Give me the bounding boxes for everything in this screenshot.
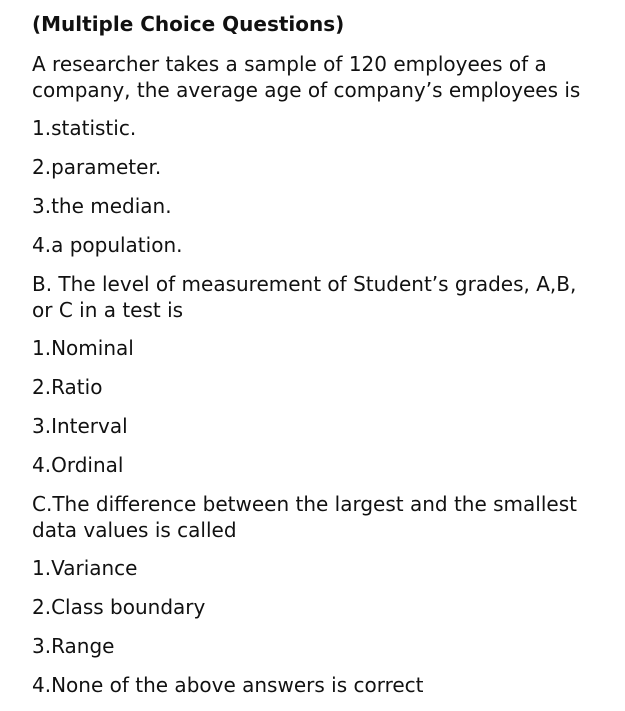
section-heading: (Multiple Choice Questions) xyxy=(32,12,345,36)
question-a-option-3: 3.the median. xyxy=(32,194,172,218)
question-c-prompt: C.The difference between the largest and the smallest data values is called xyxy=(32,492,577,542)
question-a-option-4: 4.a population. xyxy=(32,233,183,257)
question-b-option-1: 1.Nominal xyxy=(32,336,134,360)
question-c-option-4: 4.None of the above answers is correct xyxy=(32,673,424,697)
question-b-option-3: 3.Interval xyxy=(32,414,128,438)
question-b-prompt: B. The level of measurement of Student’s grades, A,B, or C in a test is xyxy=(32,272,577,322)
question-c-option-2: 2.Class boundary xyxy=(32,595,206,619)
question-b-option-2: 2.Ratio xyxy=(32,375,103,399)
question-c-option-1: 1.Variance xyxy=(32,556,138,580)
question-sheet xyxy=(32,10,602,711)
question-a-option-2: 2.parameter. xyxy=(32,155,162,179)
question-a-prompt: A researcher takes a sample of 120 employees of a company, the average age of company’s employees is xyxy=(32,52,581,102)
question-a-option-1: 1.statistic. xyxy=(32,116,137,140)
question-block-c xyxy=(32,491,602,698)
question-block-a xyxy=(32,51,602,258)
question-b-option-4: 4.Ordinal xyxy=(32,453,124,477)
question-block-b xyxy=(32,271,602,478)
question-c-option-3: 3.Range xyxy=(32,634,115,658)
